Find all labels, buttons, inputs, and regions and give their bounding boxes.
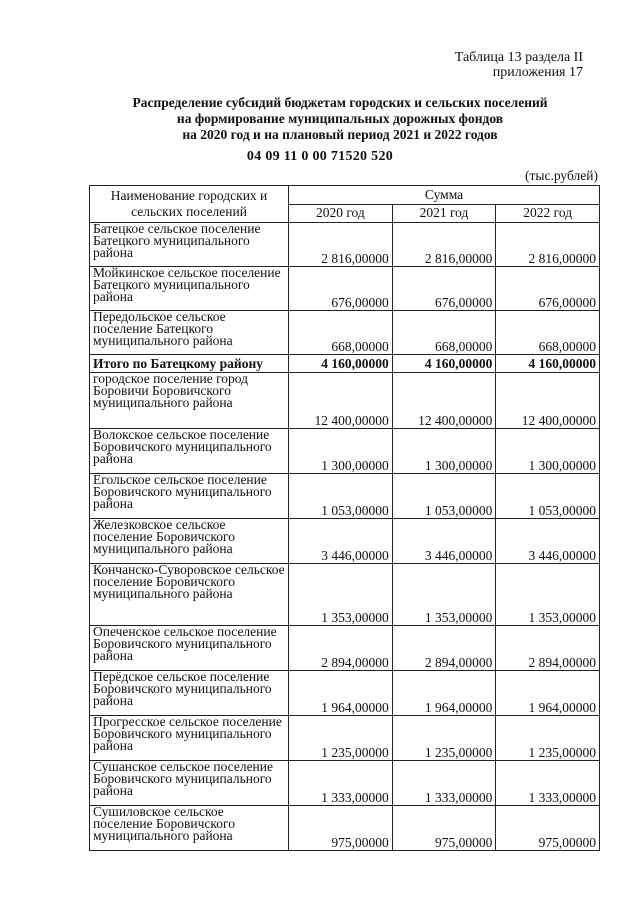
amount-2020-cell: 12 400,00000 [289,373,393,429]
budget-code: 04 09 11 0 00 71520 520 [246,149,394,164]
amount-2020-cell: 1 353,00000 [289,564,393,626]
amount-2022-cell: 1 964,00000 [496,671,600,716]
amount-2020-cell: 1 300,00000 [289,429,393,474]
ref-line-table: Таблица 13 раздела II [454,50,583,65]
settlement-name-cell: Передольское сельское поселение Батецкого муниципального района [90,311,289,355]
amount-2021-cell: 676,00000 [392,267,496,311]
amount-2021-cell: 2 894,00000 [392,626,496,671]
table-row [90,311,600,355]
amount-2022-cell: 4 160,00000 [496,355,600,373]
amount-2022-cell: 1 053,00000 [496,474,600,519]
title-line-1: Распределение субсидий бюджетам городских и сельских поселений [132,95,548,110]
table-row [90,671,600,716]
amount-2021-cell: 1 235,00000 [392,716,496,761]
amount-2022-cell: 1 235,00000 [496,716,600,761]
column-header-year-2021: 2021 год [392,204,496,223]
amount-2021-cell: 2 816,00000 [392,223,496,267]
table-reference [455,50,583,80]
table-row [90,761,600,806]
settlement-name-cell: Итого по Батецкому району [90,355,289,373]
settlement-name-cell: Батецкое сельское поселение Батецкого муниципального района [90,223,289,267]
amount-2021-cell: 12 400,00000 [392,373,496,429]
amount-2020-cell: 1 333,00000 [289,761,393,806]
settlement-name-cell: Ёгольское сельское поселение Боровичского муниципального района [90,474,289,519]
settlement-name-cell: Опеченское сельское поселение Боровичского муниципального района [90,626,289,671]
amount-2022-cell: 1 300,00000 [496,429,600,474]
title-line-3: на 2020 год и на плановый период 2021 и 2022 годов [182,127,498,142]
table-row [90,373,600,429]
amount-2022-cell: 2 816,00000 [496,223,600,267]
amount-2022-cell: 975,00000 [496,806,600,851]
amount-2020-cell: 2 894,00000 [289,626,393,671]
settlement-name-cell: городское поселение город Боровичи Боровичского муниципального района [90,373,289,429]
table-row [90,519,600,564]
amount-2022-cell: 3 446,00000 [496,519,600,564]
amount-2021-cell: 4 160,00000 [392,355,496,373]
table-row [90,223,600,267]
amount-2021-cell: 1 053,00000 [392,474,496,519]
amount-2021-cell: 1 300,00000 [392,429,496,474]
amount-2022-cell: 668,00000 [496,311,600,355]
amount-2020-cell: 975,00000 [289,806,393,851]
amount-2020-cell: 3 446,00000 [289,519,393,564]
amount-2021-cell: 1 333,00000 [392,761,496,806]
column-header-year-2022: 2022 год [496,204,600,223]
amount-2020-cell: 1 964,00000 [289,671,393,716]
amount-2021-cell: 1 353,00000 [392,564,496,626]
settlement-name-cell: Сушиловское сельское поселение Боровичского муниципального района [90,806,289,851]
table-row [90,474,600,519]
amount-2021-cell: 668,00000 [392,311,496,355]
table-row [90,806,600,851]
settlement-name-cell: Перёдское сельское поселение Боровичского муниципального района [90,671,289,716]
table-row [90,716,600,761]
table-row [90,626,600,671]
table-row [90,267,600,311]
document-title [90,95,590,143]
settlement-name-cell: Прогресское сельское поселение Боровичского муниципального района [90,716,289,761]
settlement-name-cell: Волокское сельское поселение Боровичского муниципального района [90,429,289,474]
ref-line-appendix: приложения 17 [492,65,583,80]
amount-2020-cell: 1 235,00000 [289,716,393,761]
table-row [90,429,600,474]
amount-2020-cell: 1 053,00000 [289,474,393,519]
amount-2020-cell: 668,00000 [289,311,393,355]
table-row [90,564,600,626]
amount-2020-cell: 676,00000 [289,267,393,311]
amount-2020-cell: 2 816,00000 [289,223,393,267]
amount-2021-cell: 1 964,00000 [392,671,496,716]
column-header-sum: Сумма [289,186,600,205]
settlement-name-cell: Железковское сельское поселение Боровичского муниципального района [90,519,289,564]
subsidy-table [89,185,600,851]
title-line-2: на формирование муниципальных дорожных фондов [176,111,504,126]
amount-2021-cell: 3 446,00000 [392,519,496,564]
settlement-name-cell: Мойкинское сельское поселение Батецкого муниципального района [90,267,289,311]
units-label: (тыс.рублей) [525,168,598,183]
column-header-year-2020: 2020 год [289,204,393,223]
amount-2022-cell: 12 400,00000 [496,373,600,429]
amount-2022-cell: 1 333,00000 [496,761,600,806]
settlement-name-cell: Кончанско-Суворовское сельское поселение Боровичского муниципального района [90,564,289,626]
column-header-name: Наименование городских и сельских поселений [90,186,289,223]
amount-2021-cell: 975,00000 [392,806,496,851]
amount-2022-cell: 1 353,00000 [496,564,600,626]
amount-2020-cell: 4 160,00000 [289,355,393,373]
amount-2022-cell: 2 894,00000 [496,626,600,671]
table-total-row [90,355,600,373]
amount-2022-cell: 676,00000 [496,267,600,311]
settlement-name-cell: Сушанское сельское поселение Боровичского муниципального района [90,761,289,806]
